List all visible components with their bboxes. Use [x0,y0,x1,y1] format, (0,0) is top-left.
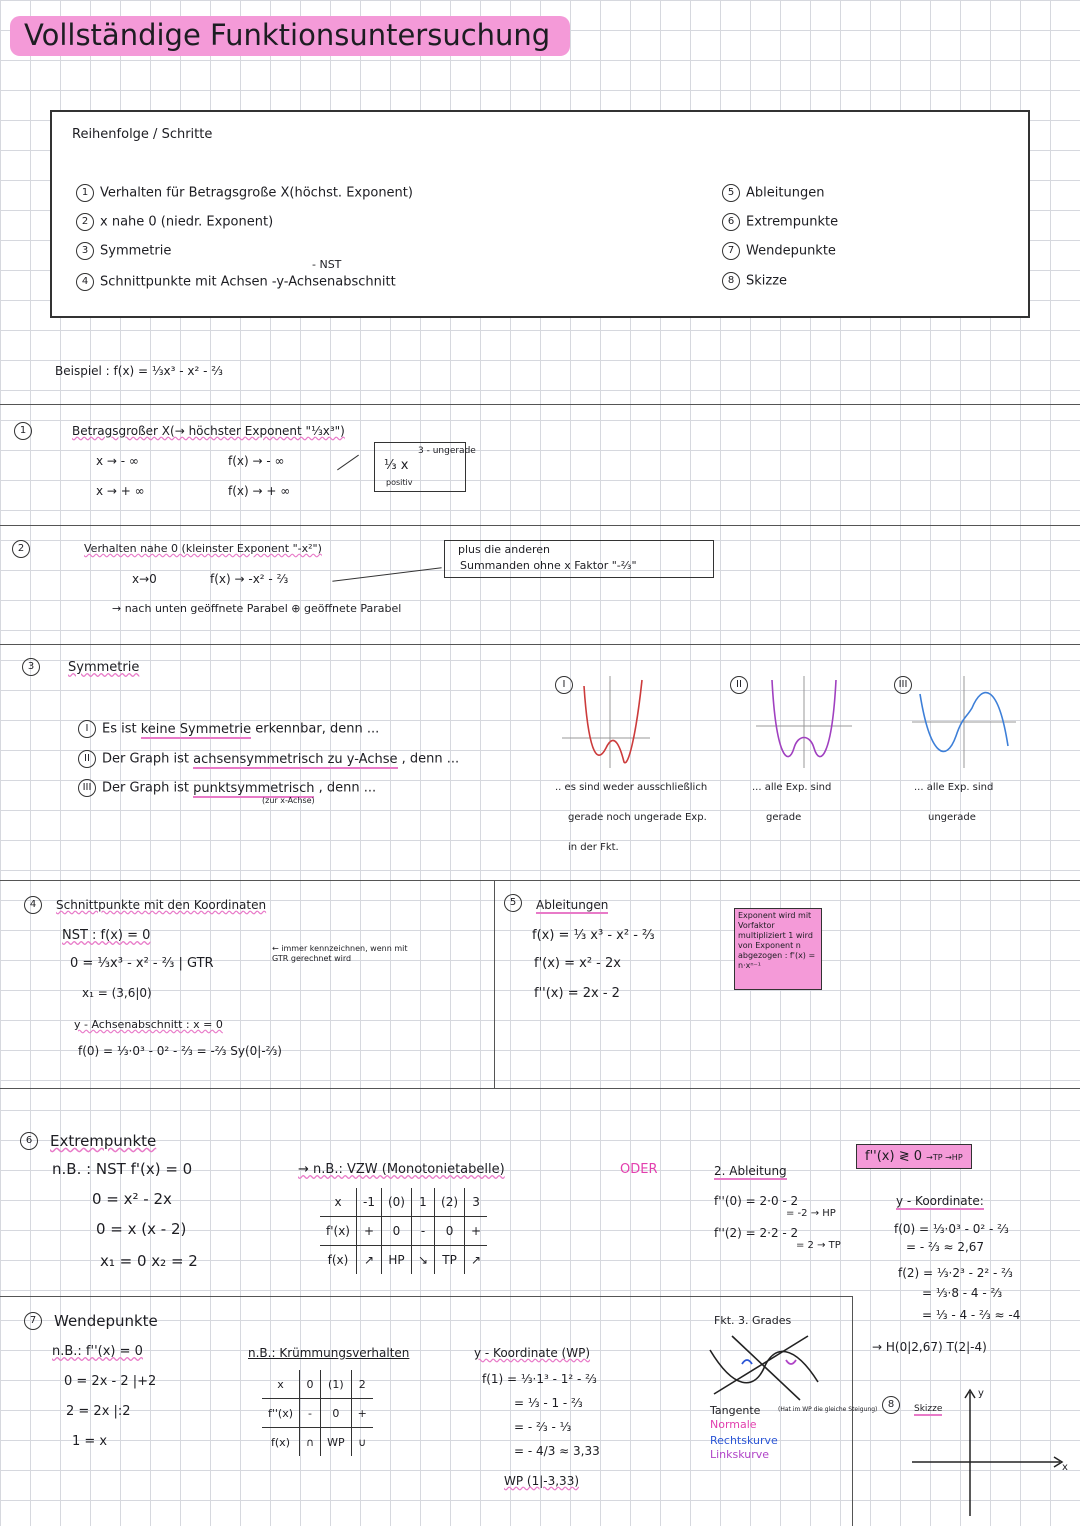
s6-y-heading: y - Koordinate: [896,1194,984,1208]
s2-box-line2: Summanden ohne x Faktor "-⅔" [460,559,637,572]
s6-y1b: = - ⅔ ≈ 2,67 [906,1240,985,1254]
s4-y-heading: y - Achsenabschnitt : x = 0 [74,1018,223,1031]
s2-f: f(x) → -x² - ⅔ [210,572,289,586]
s7-y-heading: y - Koordinate (WP) [474,1346,591,1360]
s7-wp-result: WP (1|-3,33) [504,1474,580,1488]
s2-parabola-note: → nach unten geöffnete Parabel ⊕ geöffnete Parabel [112,602,402,615]
steps-left-4: 4 Schnittpunkte mit Achsen -y-Achsenabschnitt [76,273,396,291]
left-curve-label: Linkskurve [710,1448,770,1461]
steps-right-7: 7 Wendepunkte [722,242,836,260]
s4-root: x₁ = (3,6|0) [82,986,152,1000]
steps-heading: Reihenfolge / Schritte [72,127,213,142]
s2-x: x→0 [132,572,157,586]
steps-left-2: 2 x nahe 0 (niedr. Exponent) [76,213,273,231]
section-1-number: 1 [14,420,38,440]
s6-eq3: x₁ = 0 x₂ = 2 [100,1252,198,1270]
or-label: ODER [620,1162,658,1177]
section-3-number: 3 [22,656,46,676]
section-2-heading: Verhalten nahe 0 (kleinster Exponent "-x²") [84,542,322,555]
s7-eq3: 1 = x [72,1434,108,1449]
s1-line1-f: f(x) → - ∞ [228,454,285,468]
graph-2-axis-symmetry [756,676,852,768]
s5-f1: f'(x) = x² - 2x [534,956,621,971]
s7-y4: = - 4/3 ≈ 3,33 [514,1444,600,1458]
sketch-x-label: x [1062,1462,1068,1473]
graph-2-caption-b: gerade [766,812,802,823]
symmetry-item-2: II Der Graph ist achsensymmetrisch zu y-Achse , denn ... [78,750,459,768]
s6-a2: f''(2) = 2·2 - 2 [714,1226,799,1240]
steps-right-5: 5 Ableitungen [722,184,824,202]
s6-eq1: 0 = x² - 2x [92,1190,172,1208]
step-number: 8 [722,272,740,290]
graph-1-caption-c: in der Fkt. [568,842,619,853]
s4-y-intercept: f(0) = ⅓·0³ - 0² - ⅔ = -⅔ Sy(0|-⅔) [78,1044,282,1058]
section-6-number: 6 [20,1130,44,1150]
section-4-heading: Schnittpunkte mit den Koordinaten [56,898,267,912]
s1-box-bottom: positiv [386,478,413,487]
tangent-note: (Hat im WP die gleiche Steigung) [778,1406,878,1413]
graph-3-point-symmetry [912,676,1016,768]
sketch-y-label: y [978,1388,984,1399]
s5-f2: f''(x) = 2x - 2 [534,986,620,1001]
section-5-number: 5 [504,892,528,912]
right-curve-label: Rechtskurve [710,1434,778,1447]
s6-a2-result: = 2 → TP [796,1240,841,1251]
section-6-heading: Extrempunkte [50,1132,157,1150]
graph-3-caption-b: ungerade [928,812,976,823]
s6-y2b: = ⅓·8 - 4 - ⅔ [922,1286,1003,1300]
graph-3-label: III [894,674,918,694]
s6-result: → H(0|2,67) T(2|-4) [872,1340,987,1354]
tangent-sketch [704,1330,824,1402]
graph-2-label: II [730,674,754,694]
tangent-label: Tangente [710,1404,761,1417]
section-3-heading: Symmetrie [68,660,140,675]
s6-y1: f(0) = ⅓·0³ - 0² - ⅔ [894,1222,1009,1236]
monotony-table: x -1 (0) 1 (2) 3 f'(x) + 0 - 0 + f(x) ↗ HP ↘ TP ↗ [320,1188,487,1274]
s4-equation: 0 = ⅓x³ - x² - ⅔ | GTR [70,956,214,971]
s7-eq2: 2 = 2x |:2 [66,1404,131,1419]
section-7-number: 7 [24,1310,48,1330]
slash-mark [337,455,359,471]
section-1-heading: Betragsgroßer X(→ höchster Exponent "⅓x³") [72,424,345,438]
s7-function-type: Fkt. 3. Grades [714,1314,792,1327]
s5-f: f(x) = ⅓ x³ - x² - ⅔ [532,928,655,943]
s1-box-top: 3 - ungerade [418,446,476,456]
s4-gtr-note: ← immer kennzeichnen, wenn mit GTR gerechnet wird [272,944,408,963]
s7-eq1: 0 = 2x - 2 |+2 [64,1374,157,1389]
symmetry-item-1: I Es ist keine Symmetrie erkennbar, denn ... [78,720,379,738]
s1-box-term: ⅓ x [384,458,409,473]
curvature-table: x 0 (1) 2 f''(x) - 0 + f(x) ∩ WP ∪ [262,1370,373,1456]
s1-line2-f: f(x) → + ∞ [228,484,291,498]
s5-derivative-rule: Exponent wird mit Vorfaktor multipliziert 1 wird von Exponent n abgezogen : f'(x) = n·xⁿ⁻¹ [734,908,822,990]
step-number: 7 [722,242,740,260]
s6-eq2: 0 = x (x - 2) [96,1220,187,1238]
s7-y2: = ⅓ - 1 - ⅔ [514,1396,583,1410]
s7-y3: = - ⅔ - ⅓ [514,1420,572,1434]
divider [0,1088,1080,1089]
step-number: 2 [76,213,94,231]
s6-a1-result: = -2 → HP [786,1208,836,1219]
section-8-heading: Skizze [914,1404,943,1414]
graph-1-label: I [555,674,579,694]
steps-left-3: 3 Symmetrie [76,242,171,260]
symmetry-item-3: III Der Graph ist punktsymmetrisch , denn ... [78,779,376,797]
s6-second-derivative-heading: 2. Ableitung [714,1164,787,1178]
example-function: Beispiel : f(x) = ⅓x³ - x² - ⅔ [55,364,223,378]
s6-condition-box: f''(x) ≷ 0 →TP →HP [856,1144,972,1169]
steps-right-8: 8 Skizze [722,272,787,290]
step-number: 1 [76,184,94,202]
divider [0,404,1080,405]
s1-line1-x: x → - ∞ [96,454,139,468]
section-4-number: 4 [24,894,48,914]
sketch-axes [900,1386,1076,1524]
section-7-heading: Wendepunkte [54,1312,158,1330]
graph-1-caption-b: gerade noch ungerade Exp. [568,812,707,823]
section-2-number: 2 [12,538,36,558]
graph-1-caption-a: .. es sind weder ausschließlich [555,782,708,793]
graph-3-caption-a: ... alle Exp. sind [914,782,994,793]
s4-nst: NST : f(x) = 0 [62,928,151,943]
arrow-line [332,567,441,581]
normal-label: Normale [710,1418,757,1431]
divider [0,880,1080,881]
step-number: 4 [76,273,94,291]
graph-2-caption-a: ... alle Exp. sind [752,782,832,793]
steps-right-6: 6 Extrempunkte [722,213,838,231]
s2-box-line1: plus die anderen [458,543,551,556]
step-number: 5 [722,184,740,202]
section-7-frame [0,1296,852,1297]
step-number: 6 [722,213,740,231]
s6-condition: n.B. : NST f'(x) = 0 [52,1160,193,1178]
step-number: 3 [76,242,94,260]
steps-nst-note: - NST [312,258,342,271]
steps-left-1: 1 Verhalten für Betragsgroße X(höchst. Exponent) [76,184,413,202]
s7-condition: n.B.: f''(x) = 0 [52,1344,143,1359]
section-5-heading: Ableitungen [536,898,609,912]
s6-vzw-heading: → n.B.: VZW (Monotonietabelle) [298,1162,505,1177]
symmetry-sub: (zur x-Achse) [262,796,315,805]
s6-y2: f(2) = ⅓·2³ - 2² - ⅔ [898,1266,1013,1280]
vertical-divider [494,880,495,1088]
divider [0,644,1080,645]
section-8-number: 8 [882,1394,906,1414]
page-title: Vollständige Funktionsuntersuchung [10,18,570,52]
s7-y1: f(1) = ⅓·1³ - 1² - ⅔ [482,1372,597,1386]
graph-1-no-symmetry [562,676,650,768]
s6-y2c: = ⅓ - 4 - ⅔ ≈ -4 [922,1308,1021,1322]
s6-a1: f''(0) = 2·0 - 2 [714,1194,799,1208]
divider [0,525,1080,526]
s1-line2-x: x → + ∞ [96,484,145,498]
s7-curvature-heading: n.B.: Krümmungsverhalten [248,1346,410,1360]
